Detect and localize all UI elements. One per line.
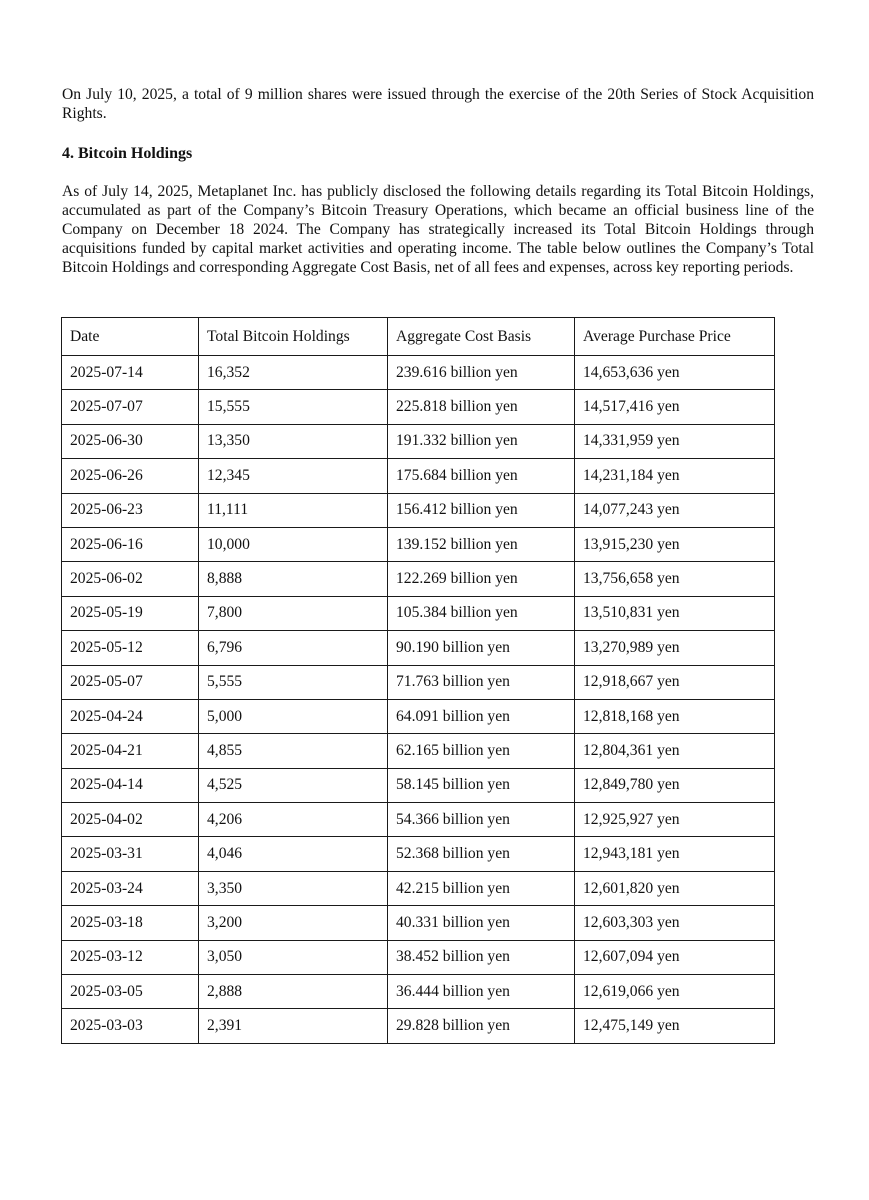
table-row	[62, 803, 775, 837]
cell-date: 2025-04-02	[62, 803, 199, 837]
table-row	[62, 768, 775, 802]
cell-average-purchase-price: 13,270,989 yen	[575, 631, 775, 665]
cell-aggregate-cost-basis: 191.332 billion yen	[388, 424, 575, 458]
table-row	[62, 562, 775, 596]
table-row	[62, 975, 775, 1009]
cell-date: 2025-04-21	[62, 734, 199, 768]
table-row	[62, 1009, 775, 1043]
cell-aggregate-cost-basis: 42.215 billion yen	[388, 871, 575, 905]
cell-aggregate-cost-basis: 156.412 billion yen	[388, 493, 575, 527]
header-total-bitcoin-holdings: Total Bitcoin Holdings	[199, 318, 388, 356]
cell-average-purchase-price: 12,601,820 yen	[575, 871, 775, 905]
table-row	[62, 631, 775, 665]
cell-total-bitcoin-holdings: 5,555	[199, 665, 388, 699]
table-row	[62, 390, 775, 424]
cell-total-bitcoin-holdings: 5,000	[199, 699, 388, 733]
cell-total-bitcoin-holdings: 4,046	[199, 837, 388, 871]
cell-total-bitcoin-holdings: 15,555	[199, 390, 388, 424]
cell-total-bitcoin-holdings: 4,525	[199, 768, 388, 802]
cell-date: 2025-03-24	[62, 871, 199, 905]
cell-average-purchase-price: 14,077,243 yen	[575, 493, 775, 527]
cell-average-purchase-price: 13,915,230 yen	[575, 527, 775, 561]
table-row	[62, 424, 775, 458]
cell-total-bitcoin-holdings: 8,888	[199, 562, 388, 596]
section-heading: 4. Bitcoin Holdings	[62, 145, 193, 162]
table-header-row	[62, 318, 775, 356]
cell-average-purchase-price: 12,607,094 yen	[575, 940, 775, 974]
cell-total-bitcoin-holdings: 4,855	[199, 734, 388, 768]
cell-total-bitcoin-holdings: 3,050	[199, 940, 388, 974]
table-row	[62, 940, 775, 974]
cell-total-bitcoin-holdings: 2,391	[199, 1009, 388, 1043]
cell-average-purchase-price: 13,510,831 yen	[575, 596, 775, 630]
cell-average-purchase-price: 14,231,184 yen	[575, 459, 775, 493]
table-body	[62, 356, 775, 1044]
cell-date: 2025-06-30	[62, 424, 199, 458]
cell-aggregate-cost-basis: 122.269 billion yen	[388, 562, 575, 596]
cell-aggregate-cost-basis: 62.165 billion yen	[388, 734, 575, 768]
cell-total-bitcoin-holdings: 7,800	[199, 596, 388, 630]
cell-aggregate-cost-basis: 38.452 billion yen	[388, 940, 575, 974]
cell-date: 2025-06-02	[62, 562, 199, 596]
cell-aggregate-cost-basis: 139.152 billion yen	[388, 527, 575, 561]
section-paragraph: As of July 14, 2025, Metaplanet Inc. has publicly disclosed the following details regarding its Total Bitcoin Holdings, accumulated as part of the Company’s Bitcoin Treasury Operations, which became an official business line of the Company on December 18 2024. The Company has strategically increased its Total Bitcoin Holdings through acquisitions funded by capital market activities and operating income. The table below outlines the Company’s Total Bitcoin Holdings and corresponding Aggregate Cost Basis, net of all fees and expenses, across key reporting periods.	[62, 183, 814, 276]
cell-average-purchase-price: 12,849,780 yen	[575, 768, 775, 802]
table-row	[62, 459, 775, 493]
cell-average-purchase-price: 13,756,658 yen	[575, 562, 775, 596]
cell-date: 2025-04-24	[62, 699, 199, 733]
table-row	[62, 699, 775, 733]
cell-average-purchase-price: 14,331,959 yen	[575, 424, 775, 458]
cell-average-purchase-price: 14,517,416 yen	[575, 390, 775, 424]
intro-paragraph: On July 10, 2025, a total of 9 million shares were issued through the exercise of the 20th Series of Stock Acquisition Rights.	[62, 86, 814, 122]
cell-aggregate-cost-basis: 239.616 billion yen	[388, 356, 575, 390]
table-row	[62, 665, 775, 699]
cell-average-purchase-price: 12,804,361 yen	[575, 734, 775, 768]
cell-total-bitcoin-holdings: 13,350	[199, 424, 388, 458]
cell-aggregate-cost-basis: 40.331 billion yen	[388, 906, 575, 940]
cell-date: 2025-04-14	[62, 768, 199, 802]
table-row	[62, 493, 775, 527]
table-row	[62, 527, 775, 561]
table-row	[62, 871, 775, 905]
cell-date: 2025-07-07	[62, 390, 199, 424]
cell-total-bitcoin-holdings: 12,345	[199, 459, 388, 493]
cell-total-bitcoin-holdings: 16,352	[199, 356, 388, 390]
cell-date: 2025-06-16	[62, 527, 199, 561]
cell-date: 2025-03-03	[62, 1009, 199, 1043]
cell-total-bitcoin-holdings: 3,200	[199, 906, 388, 940]
cell-date: 2025-03-12	[62, 940, 199, 974]
table-row	[62, 596, 775, 630]
cell-aggregate-cost-basis: 64.091 billion yen	[388, 699, 575, 733]
cell-aggregate-cost-basis: 54.366 billion yen	[388, 803, 575, 837]
header-date: Date	[62, 318, 199, 356]
cell-total-bitcoin-holdings: 2,888	[199, 975, 388, 1009]
table-row	[62, 906, 775, 940]
cell-total-bitcoin-holdings: 10,000	[199, 527, 388, 561]
table-row	[62, 837, 775, 871]
cell-date: 2025-05-19	[62, 596, 199, 630]
cell-total-bitcoin-holdings: 11,111	[199, 493, 388, 527]
header-aggregate-cost-basis: Aggregate Cost Basis	[388, 318, 575, 356]
cell-aggregate-cost-basis: 105.384 billion yen	[388, 596, 575, 630]
cell-aggregate-cost-basis: 36.444 billion yen	[388, 975, 575, 1009]
cell-total-bitcoin-holdings: 6,796	[199, 631, 388, 665]
cell-aggregate-cost-basis: 29.828 billion yen	[388, 1009, 575, 1043]
cell-date: 2025-03-31	[62, 837, 199, 871]
cell-date: 2025-06-23	[62, 493, 199, 527]
cell-aggregate-cost-basis: 71.763 billion yen	[388, 665, 575, 699]
table-row	[62, 356, 775, 390]
cell-average-purchase-price: 12,925,927 yen	[575, 803, 775, 837]
bitcoin-holdings-table	[61, 317, 775, 1044]
header-average-purchase-price: Average Purchase Price	[575, 318, 775, 356]
cell-aggregate-cost-basis: 58.145 billion yen	[388, 768, 575, 802]
cell-average-purchase-price: 12,918,667 yen	[575, 665, 775, 699]
table-row	[62, 734, 775, 768]
cell-date: 2025-03-05	[62, 975, 199, 1009]
cell-average-purchase-price: 12,475,149 yen	[575, 1009, 775, 1043]
cell-date: 2025-07-14	[62, 356, 199, 390]
cell-date: 2025-03-18	[62, 906, 199, 940]
cell-date: 2025-05-07	[62, 665, 199, 699]
cell-average-purchase-price: 12,943,181 yen	[575, 837, 775, 871]
cell-aggregate-cost-basis: 52.368 billion yen	[388, 837, 575, 871]
cell-average-purchase-price: 12,619,066 yen	[575, 975, 775, 1009]
cell-date: 2025-06-26	[62, 459, 199, 493]
cell-total-bitcoin-holdings: 3,350	[199, 871, 388, 905]
cell-aggregate-cost-basis: 90.190 billion yen	[388, 631, 575, 665]
cell-aggregate-cost-basis: 175.684 billion yen	[388, 459, 575, 493]
cell-average-purchase-price: 12,818,168 yen	[575, 699, 775, 733]
cell-aggregate-cost-basis: 225.818 billion yen	[388, 390, 575, 424]
cell-average-purchase-price: 14,653,636 yen	[575, 356, 775, 390]
cell-total-bitcoin-holdings: 4,206	[199, 803, 388, 837]
cell-average-purchase-price: 12,603,303 yen	[575, 906, 775, 940]
cell-date: 2025-05-12	[62, 631, 199, 665]
